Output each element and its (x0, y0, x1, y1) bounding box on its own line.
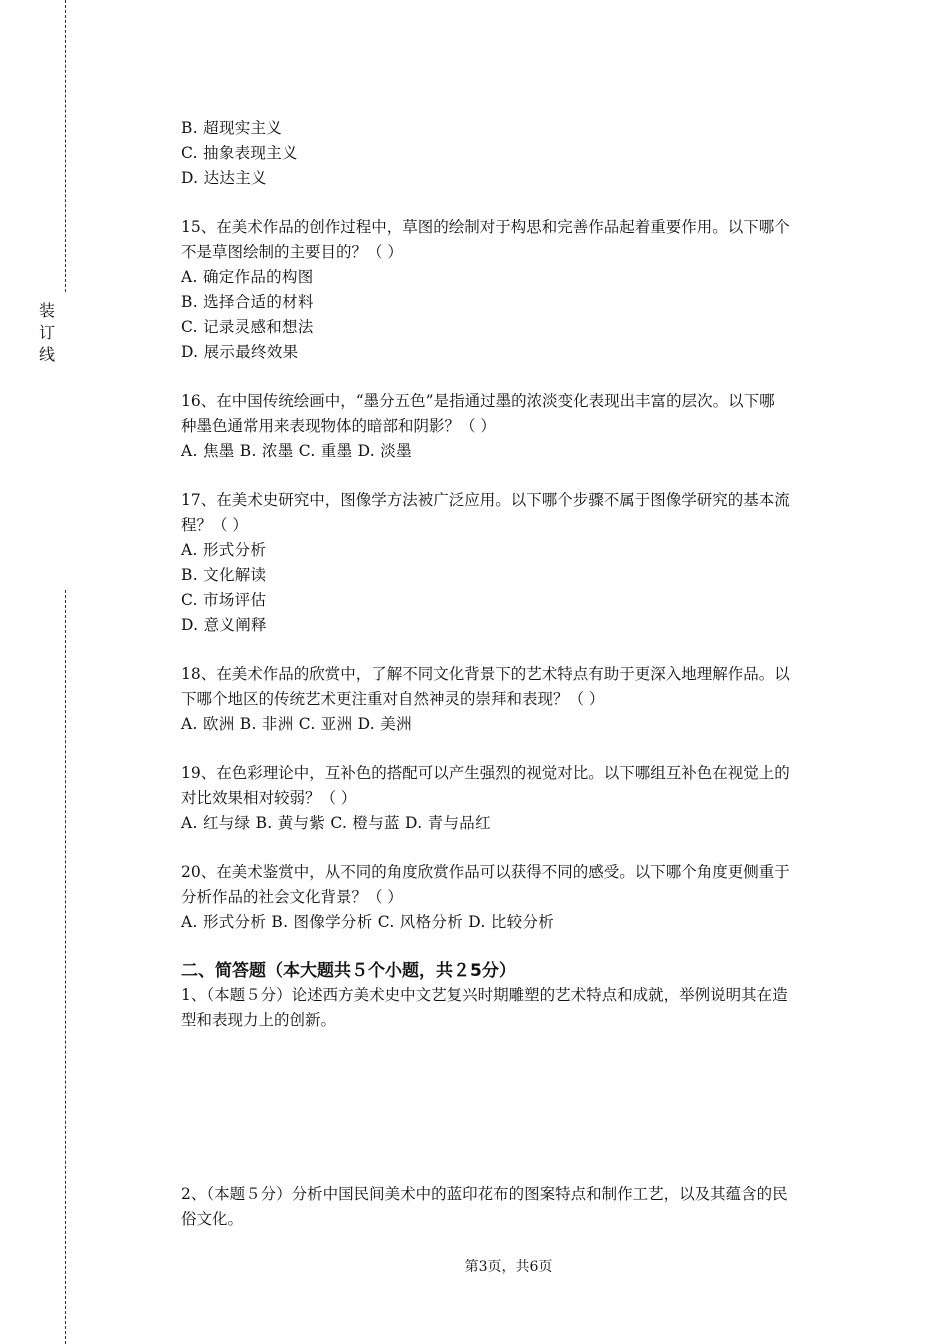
option-line: A. 形式分析 B. 图像学分析 C. 风格分析 D. 比较分析 (181, 913, 555, 931)
question-text-line: 下哪个地区的传统艺术更注重对自然神灵的崇拜和表现？（ ） (181, 690, 605, 708)
question-text-line: 不是草图绘制的主要目的？（ ） (181, 243, 403, 261)
option-line: D. 意义阐释 (181, 616, 267, 634)
option-line: B. 选择合适的材料 (181, 293, 314, 311)
option-line: B. 超现实主义 (181, 119, 283, 137)
question-options (181, 712, 837, 737)
option-line: D. 展示最终效果 (181, 343, 299, 361)
section-title: 二、简答题（本大题共５个小题，共２5分） (181, 961, 516, 981)
binding-dashed-line-top (65, 0, 66, 292)
question-text-line: 17、在美术史研究中，图像学方法被广泛应用。以下哪个步骤不属于图像学研究的基本流 (181, 491, 790, 509)
binding-char: 订 (38, 323, 55, 342)
page-number: 第3页，共6页 (464, 1259, 553, 1275)
option-line: D. 达达主义 (181, 169, 267, 187)
question-16 (181, 389, 837, 464)
binding-char: 装 (38, 301, 55, 320)
option-line: B. 文化解读 (181, 566, 267, 584)
question-text-line: 20、在美术鉴赏中，从不同的角度欣赏作品可以获得不同的感受。以下哪个角度更侧重于 (181, 863, 790, 881)
question-options (181, 439, 837, 464)
option-line: A. 红与绿 B. 黄与紫 C. 橙与蓝 D. 青与品红 (181, 814, 491, 832)
essay-question-1 (181, 983, 837, 1033)
question-text-line: 19、在色彩理论中，互补色的搭配可以产生强烈的视觉对比。以下哪组互补色在视觉上的 (181, 764, 790, 782)
question-19 (181, 761, 837, 836)
option-line: A. 焦墨 B. 浓墨 C. 重墨 D. 淡墨 (181, 442, 412, 460)
question-text-line: 程？（ ） (181, 516, 248, 534)
question-text-line: 型和表现力上的创新。 (181, 1011, 337, 1029)
question-17 (181, 488, 837, 638)
question-text-line: 18、在美术作品的欣赏中，了解不同文化背景下的艺术特点有助于更深入地理解作品。以 (181, 665, 790, 683)
option-line: C. 记录灵感和想法 (181, 318, 314, 336)
question-text-line: 16、在中国传统绘画中，“墨分五色”是指通过墨的浓淡变化表现出丰富的层次。以下哪 (181, 392, 775, 410)
exam-content (181, 116, 837, 1232)
question-15 (181, 215, 837, 365)
question-options (181, 538, 837, 638)
question-text-line: 分析作品的社会文化背景？（ ） (181, 888, 403, 906)
binding-dashed-line-bottom (65, 590, 66, 1344)
essay-question-2 (181, 1182, 837, 1232)
option-line: A. 确定作品的构图 (181, 268, 314, 286)
option-line: A. 形式分析 (181, 541, 267, 559)
q14-options (181, 116, 837, 191)
question-text-line: 种墨色通常用来表现物体的暗部和阴影？（ ） (181, 417, 496, 435)
binding-label (37, 300, 57, 366)
question-options (181, 910, 837, 935)
question-text-line: 俗文化。 (181, 1210, 244, 1228)
option-line: C. 市场评估 (181, 591, 267, 609)
question-options (181, 811, 837, 836)
binding-char: 线 (38, 345, 55, 364)
question-text-line: 15、在美术作品的创作过程中，草图的绘制对于构思和完善作品起着重要作用。以下哪个 (181, 218, 790, 236)
option-line: A. 欧洲 B. 非洲 C. 亚洲 D. 美洲 (181, 715, 412, 733)
question-text-line: 对比效果相对较弱？（ ） (181, 789, 357, 807)
question-options (181, 265, 837, 365)
question-20 (181, 860, 837, 935)
question-text-line: 2、（本题５分）分析中国民间美术中的蓝印花布的图案特点和制作工艺，以及其蕴含的民 (181, 1185, 788, 1203)
option-line: C. 抽象表现主义 (181, 144, 298, 162)
question-18 (181, 662, 837, 737)
question-text-line: 1、（本题５分）论述西方美术史中文艺复兴时期雕塑的艺术特点和成就，举例说明其在造 (181, 986, 788, 1004)
